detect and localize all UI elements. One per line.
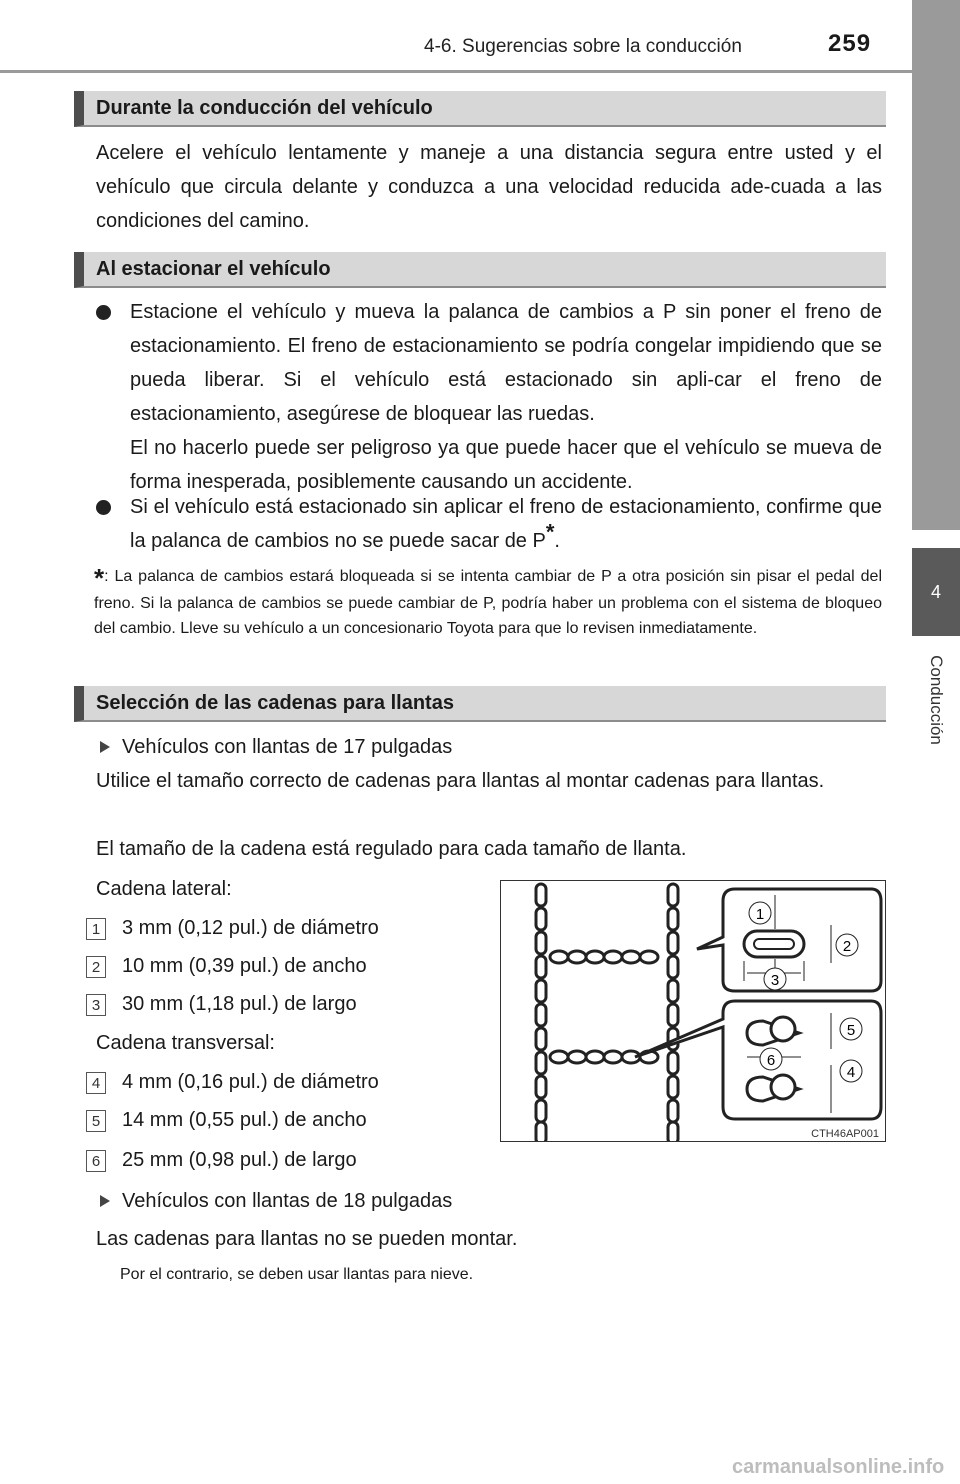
- callout-5: 5: [846, 1022, 856, 1039]
- spec-number-2: 2: [86, 956, 106, 978]
- tire-chain-illustration: [501, 881, 885, 1141]
- chains-paragraph-4: Por el contrario, se deben usar llantas para nieve.: [120, 1266, 474, 1283]
- chains-paragraph-1: Utilice el tamaño correcto de cadenas para llantas al montar cadenas para llantas.: [96, 770, 825, 792]
- watermark: carmanualsonline.info: [732, 1456, 945, 1478]
- bullet-dot: [96, 305, 111, 320]
- chapter-tab-bar: [912, 0, 960, 530]
- section-heading-parking: Al estacionar el vehículo: [74, 252, 886, 288]
- callout-1: 1: [755, 906, 765, 923]
- right-side-chain: [668, 884, 678, 1141]
- parking-bullet-1-warning: El no hacerlo puede ser peligroso ya que puede hacer que el vehículo se mueva de forma inesperada, posiblemente causando un accidente.: [130, 437, 882, 493]
- spec-number-4: 4: [86, 1072, 106, 1094]
- callout-4: 4: [846, 1064, 856, 1081]
- spec-text-6: 25 mm (0,98 pul.) de largo: [122, 1149, 357, 1171]
- chains-paragraph-2: El tamaño de la cadena está regulado para cada tamaño de llanta.: [96, 838, 687, 860]
- chapter-tab-label: Conducción: [927, 655, 946, 745]
- parking-bullet-1-text: Estacione el vehículo y mueva la palanca de cambios a P sin poner el freno de estacionamiento. El freno de estacionamiento se podría congelar impidiendo que se pueda liberar. Si el vehículo está estacionado sin apli-car el freno de estacionamiento, asegúrese de bloquear las ruedas.: [130, 301, 882, 425]
- footnote-asterisk: *: [94, 563, 105, 593]
- chapter-tab-blank: [912, 636, 960, 1484]
- driving-paragraph: Acelere el vehículo lentamente y maneje a una distancia segura entre usted y el vehículo que circula delante y conduzca a una velocidad reducida ade-cuada a las condiciones del camino.: [96, 142, 882, 232]
- spec-number-1: 1: [86, 918, 106, 940]
- section-heading-driving: Durante la conducción del vehículo: [74, 91, 886, 127]
- spec-number-5: 5: [86, 1110, 106, 1132]
- parking-bullet-2-end: .: [554, 530, 560, 552]
- page-number: 259: [828, 30, 872, 57]
- callout-6: 6: [766, 1052, 776, 1069]
- chains-paragraph-3: Las cadenas para llantas no se pueden montar.: [96, 1228, 518, 1250]
- spec-number-3: 3: [86, 994, 106, 1016]
- figure-code: CTH46AP001: [811, 1128, 879, 1140]
- cross-chain-top: [550, 951, 658, 963]
- triangle-arrow-icon: [100, 741, 110, 753]
- spec-text-1: 3 mm (0,12 pul.) de diámetro: [122, 917, 379, 939]
- header-rule: [0, 70, 960, 73]
- side-chain-label: Cadena lateral:: [96, 878, 232, 900]
- callout-3: 3: [770, 972, 780, 989]
- parking-bullet-2: [130, 490, 882, 558]
- section-heading-chains: Selección de las cadenas para llantas: [74, 686, 886, 722]
- footnote-marker: *: [545, 519, 555, 545]
- footnote-text: : La palanca de cambios estará bloqueada si se intenta cambiar de P a otra posición sin pisar el pedal del freno. Si la palanca de cambios se puede cambiar de P, podría haber un problema con el sistema de bloqueo del cambio. Lleve su vehículo a un concesionario Toyota para que lo revisen inmediatamente.: [94, 568, 882, 637]
- subheading-18-inch: Vehículos con llantas de 18 pulgadas: [122, 1184, 822, 1218]
- spec-number-6: 6: [86, 1150, 106, 1172]
- cross-chain-label: Cadena transversal:: [96, 1032, 275, 1054]
- spec-text-3: 30 mm (1,18 pul.) de largo: [122, 993, 357, 1015]
- triangle-arrow-icon: [100, 1195, 110, 1207]
- parking-bullet-1: [130, 295, 882, 499]
- parking-bullet-2-text: Si el vehículo está estacionado sin aplicar el freno de estacionamiento, confirme que la palanca de cambios no se puede sacar de P: [130, 496, 882, 552]
- spec-text-5: 14 mm (0,55 pul.) de ancho: [122, 1109, 367, 1131]
- left-side-chain: [536, 884, 546, 1141]
- spec-text-4: 4 mm (0,16 pul.) de diámetro: [122, 1071, 379, 1093]
- spec-text-2: 10 mm (0,39 pul.) de ancho: [122, 955, 367, 977]
- subheading-17-inch: Vehículos con llantas de 17 pulgadas: [122, 730, 822, 764]
- running-header: 4-6. Sugerencias sobre la conducción: [424, 36, 742, 57]
- chapter-tab-number[interactable]: 4: [912, 548, 960, 636]
- footnote: [94, 564, 882, 641]
- callout-2: 2: [842, 938, 852, 955]
- bullet-dot: [96, 500, 111, 515]
- tire-chain-figure: [500, 880, 886, 1142]
